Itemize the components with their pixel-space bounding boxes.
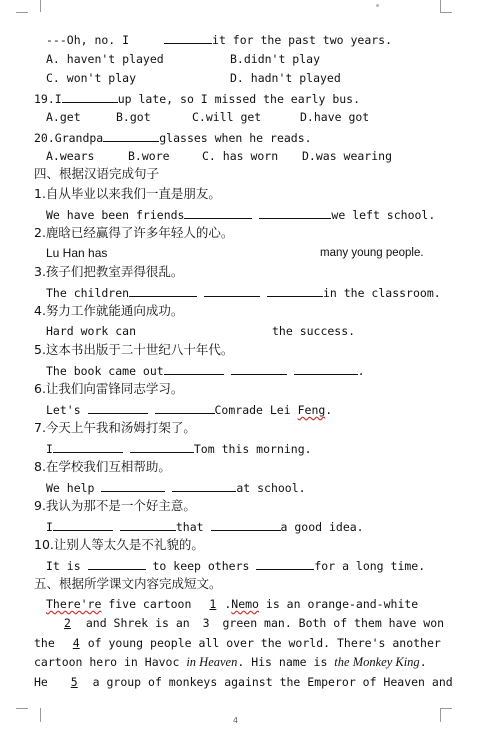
text: in Heaven	[186, 655, 238, 669]
section-title: 四、根据汉语完成句子	[34, 166, 160, 181]
answer-blank	[204, 285, 260, 297]
text: There're	[46, 597, 102, 611]
text: for a long time.	[314, 559, 426, 573]
text: Nemo	[231, 597, 259, 611]
q18-stem	[46, 32, 392, 47]
answer-blank	[267, 285, 323, 297]
passage-line	[34, 616, 444, 630]
text: to keep others	[152, 559, 250, 573]
answer-blank	[294, 363, 358, 375]
answer-blank	[256, 558, 314, 570]
text: Feng	[297, 403, 326, 417]
q20-stem	[34, 130, 312, 145]
passage-line	[46, 597, 418, 611]
answer-blank	[130, 441, 194, 453]
sentence-chinese: 4.努力工作就能通向成功。	[34, 303, 184, 318]
sentence-chinese: 9.我认为那不是一个好主意。	[34, 498, 196, 513]
text: .	[224, 597, 232, 611]
text: .	[325, 403, 333, 417]
crop-mark	[440, 0, 453, 12]
answer-blank: 4	[72, 636, 80, 650]
passage-line	[34, 636, 441, 650]
passage-line	[34, 675, 453, 689]
sentence-english	[46, 363, 365, 378]
answer-blank	[120, 519, 176, 531]
passage-line	[34, 655, 427, 669]
crop-mark	[440, 708, 452, 709]
text: It is	[46, 559, 81, 573]
sentence-chinese: 6.让我们向雷锋同志学习。	[34, 381, 184, 396]
answer-blank	[155, 402, 215, 414]
option-d: D.was wearing	[302, 149, 393, 163]
text: the	[34, 636, 55, 650]
text: Comrade Lei	[214, 403, 298, 417]
option-d: D.have got	[300, 110, 370, 124]
text: that	[175, 520, 204, 534]
text: glasses when he reads.	[159, 131, 312, 145]
text: 19.I	[34, 92, 62, 106]
answer-blank	[231, 363, 287, 375]
sentence-chinese: 2.鹿晗已经赢得了许多年轻人的心。	[34, 225, 234, 240]
answer-blank: 2	[64, 616, 71, 630]
text: 20.Grandpa	[34, 131, 104, 145]
text: the Monkey King	[334, 655, 420, 669]
sentence-chinese: 10.让别人等太久是不礼貌的。	[34, 537, 204, 552]
sentence-chinese: 7.今天上午我和汤姆打架了。	[34, 420, 196, 435]
text: of young people all over the world. There's another	[87, 636, 441, 650]
text: ---Oh, no. I	[46, 33, 137, 47]
text: . His name is	[237, 655, 335, 669]
text: .	[419, 655, 427, 669]
text: We have been friends	[46, 208, 185, 222]
answer-blank	[164, 32, 212, 44]
crop-mark	[28, 708, 41, 722]
option-c: C. has worn	[202, 149, 279, 163]
option-b: B.didn't play	[230, 52, 321, 66]
text: at school.	[236, 481, 306, 495]
text: in the classroom.	[322, 286, 441, 300]
option-b: B.got	[116, 110, 151, 124]
text: cartoon hero in Havoc	[34, 655, 187, 669]
answer-blank	[62, 91, 118, 103]
text: The children	[46, 286, 130, 300]
text: He	[34, 675, 55, 689]
text: Tom this morning.	[193, 442, 312, 456]
text: five cartoon	[101, 597, 192, 611]
text: many young people.	[320, 247, 424, 259]
text: Hard work can	[46, 324, 137, 338]
sentence-chinese: 1.自从毕业以来我们一直是朋友。	[34, 186, 221, 201]
option-b: B.wore	[128, 149, 170, 163]
answer-blank	[103, 130, 159, 142]
crop-mark	[16, 12, 28, 13]
option-d: D. hadn't played	[230, 71, 341, 85]
sentence-english	[46, 246, 107, 260]
sentence-chinese: 5.这本书出版于二十世纪八十年代。	[34, 342, 234, 357]
text: and Shrek is an	[78, 616, 197, 630]
sentence-english	[46, 324, 136, 338]
crop-mark	[28, 0, 41, 12]
sentence-english	[46, 207, 435, 222]
answer-blank	[172, 480, 236, 492]
sentence-english	[46, 519, 364, 534]
text: I	[46, 520, 53, 534]
answer-blank	[164, 363, 224, 375]
sentence-english	[46, 480, 306, 495]
answer-blank	[53, 519, 113, 531]
sentence-chinese: 3.孩子们把教室弄得很乱。	[34, 264, 184, 279]
answer-blank	[129, 285, 197, 297]
text: we left school.	[331, 208, 436, 222]
text: .	[357, 364, 365, 378]
answer-blank	[101, 480, 165, 492]
sentence-english	[46, 441, 312, 456]
option-a: A.wears	[46, 149, 95, 163]
answer-blank: 3	[202, 616, 210, 630]
crop-mark	[440, 708, 453, 722]
sentence-chinese: 8.在学校我们互相帮助。	[34, 459, 171, 474]
section-title: 五、根据所学课文内容完成短文。	[34, 576, 222, 591]
q19-stem	[34, 91, 360, 106]
text: Lu Han has	[46, 246, 108, 260]
text: up late, so I missed the early bus.	[117, 92, 361, 106]
text: The book came out	[46, 364, 164, 378]
answer-blank	[184, 207, 252, 219]
text: a good idea.	[280, 520, 364, 534]
text: the success.	[272, 324, 356, 338]
crop-mark	[440, 12, 452, 13]
option-c: C.will get	[192, 110, 262, 124]
answer-blank	[88, 558, 146, 570]
answer-blank	[88, 402, 148, 414]
answer-blank	[211, 519, 281, 531]
answer-blank: 5	[70, 675, 78, 689]
sentence-english	[46, 285, 441, 300]
text: Let's	[46, 403, 81, 417]
page-number: 4	[233, 716, 239, 725]
answer-blank	[53, 441, 123, 453]
crop-mark	[16, 708, 28, 709]
sentence-english	[46, 402, 332, 417]
text: green man. Both of them have won	[215, 616, 445, 630]
option-c: C. won't play	[46, 71, 137, 85]
answer-blank	[259, 207, 331, 219]
text: it for the past two years.	[212, 33, 393, 47]
text: a group of monkeys against the Emperor of Heaven and	[85, 675, 453, 689]
text: We help	[46, 481, 95, 495]
speck	[376, 4, 379, 7]
option-a: A. haven't played	[46, 52, 164, 66]
option-a: A.get	[46, 110, 81, 124]
answer-blank: 1	[209, 597, 217, 611]
sentence-english	[46, 558, 425, 573]
text: I	[46, 442, 53, 456]
text: is an orange-and-white	[258, 597, 419, 611]
